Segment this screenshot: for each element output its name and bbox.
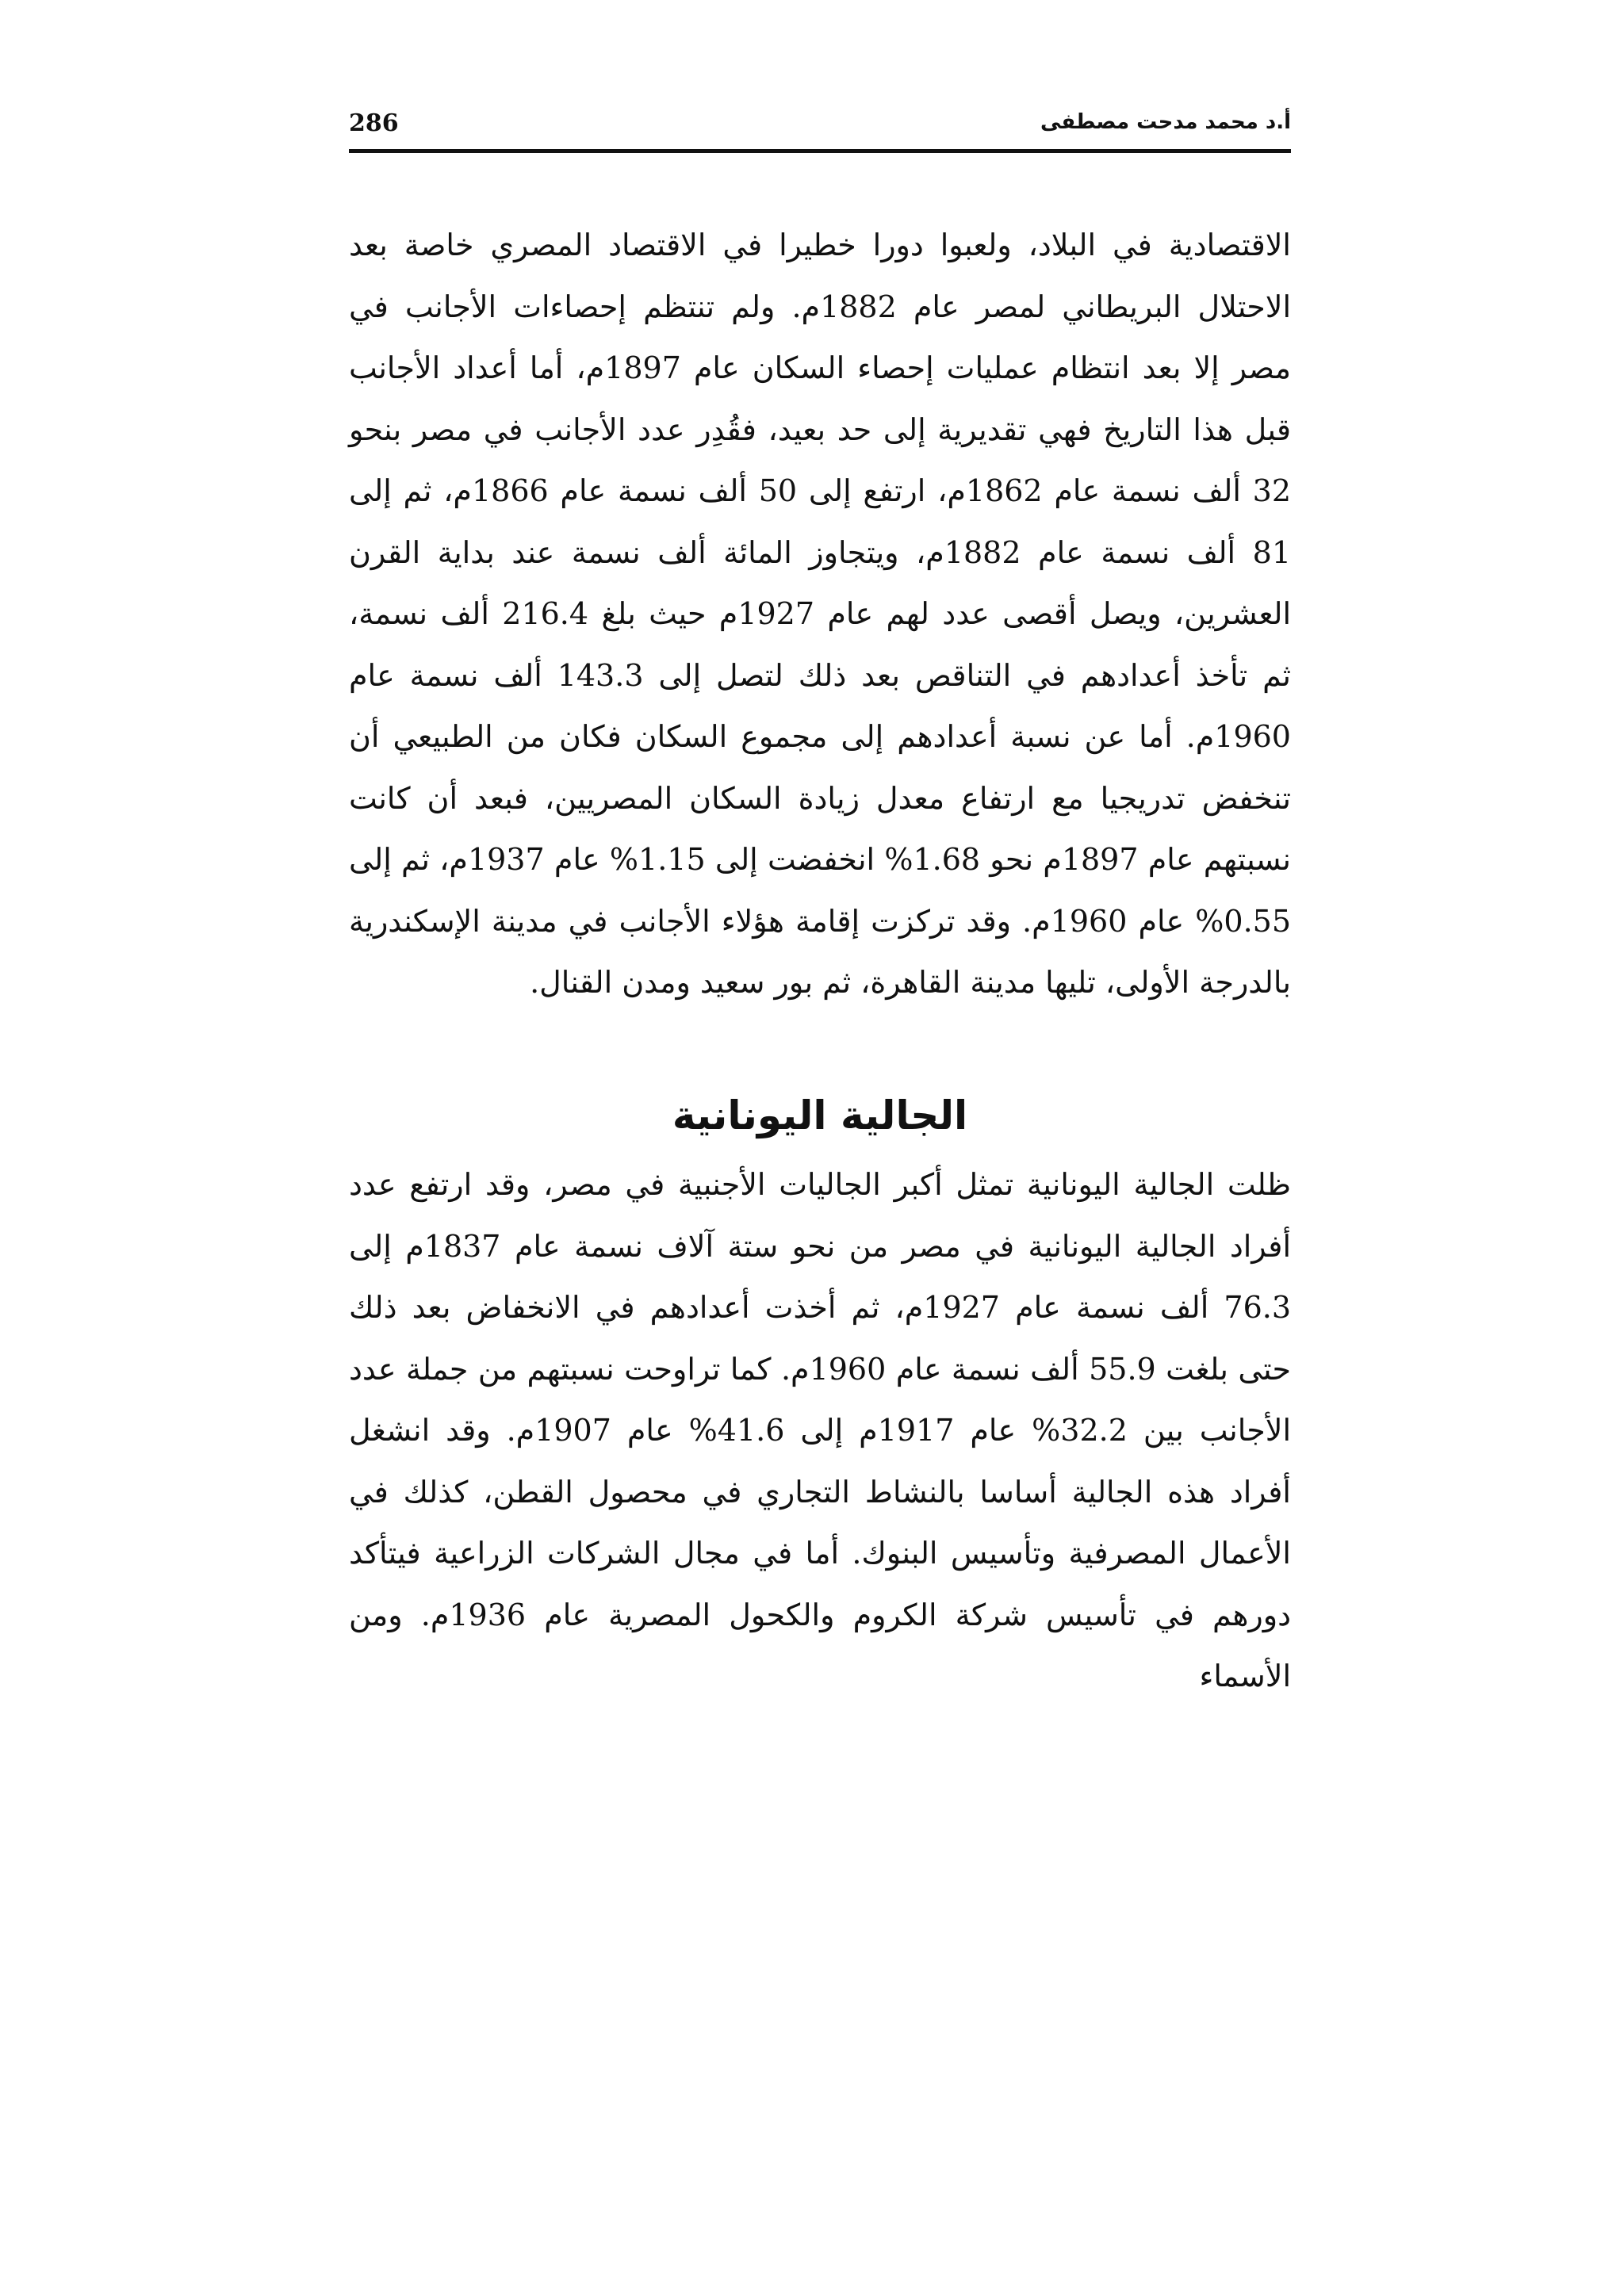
body-paragraph-2: ظلت الجالية اليونانية تمثل أكبر الجاليات الأجنبية في مصر، وقد ارتفع عدد أفراد الجالية اليونانية في مصر من نحو ستة آلاف نسمة عام 1837م إلى 76.3 ألف نسمة عام 1927م، ثم أخذت أعدادهم في الانخفاض بعد ذلك حتى بلغت 55.9 ألف نسمة عام 1960م. كما تراوحت نسبتهم من جملة عدد الأجانب بين 32.2% عام 1917م إلى 41.6% عام 1907م. وقد انشغل أفراد هذه الجالية أساسا بالنشاط التجاري في محصول القطن، كذلك في الأعمال المصرفية وتأسيس البنوك. أما في مجال الشركات الزراعية فيتأكد دورهم في تأسيس شركة الكروم والكحول المصرية عام 1936م. ومن الأسماء — [349, 1167, 1292, 1693]
page-number: 286 — [349, 109, 399, 137]
body-paragraph-1: الاقتصادية في البلاد، ولعبوا دورا خطيرا في الاقتصاد المصري خاصة بعد الاحتلال البريطاني لمصر عام 1882م. ولم تنتظم إحصاءات الأجانب في مصر إلا بعد انتظام عمليات إحصاء السكان عام 1897م، أما أعداد الأجانب قبل هذا التاريخ فهي تقديرية إلى حد بعيد، فقُدِر عدد الأجانب في مصر بنحو 32 ألف نسمة عام 1862م، ارتفع إلى 50 ألف نسمة عام 1866م، ثم إلى 81 ألف نسمة عام 1882م، ويتجاوز المائة ألف نسمة عند بداية القرن العشرين، ويصل أقصى عدد لهم عام 1927م حيث بلغ 216.4 ألف نسمة، ثم تأخذ أعدادهم في التناقص بعد ذلك لتصل إلى 143.3 ألف نسمة عام 1960م. أما عن نسبة أعدادهم إلى مجموع السكان فكان من الطبيعي أن تنخفض تدريجيا مع ارتفاع معدل زيادة السكان المصريين، فبعد أن كانت نسبتهم عام 1897م نحو 1.68% انخفضت إلى 1.15% عام 1937م، ثم إلى 0.55% عام 1960م. وقد تركزت إقامة هؤلاء الأجانب في مدينة الإسكندرية بالدرجة الأولى، تليها مدينة القاهرة، ثم بور سعيد ومدن القنال. — [349, 228, 1292, 1000]
section-heading: الجالية اليونانية — [672, 1093, 968, 1138]
running-header — [349, 101, 1291, 153]
author-name: أ.د محمد مدحت مصطفى — [1040, 110, 1291, 134]
